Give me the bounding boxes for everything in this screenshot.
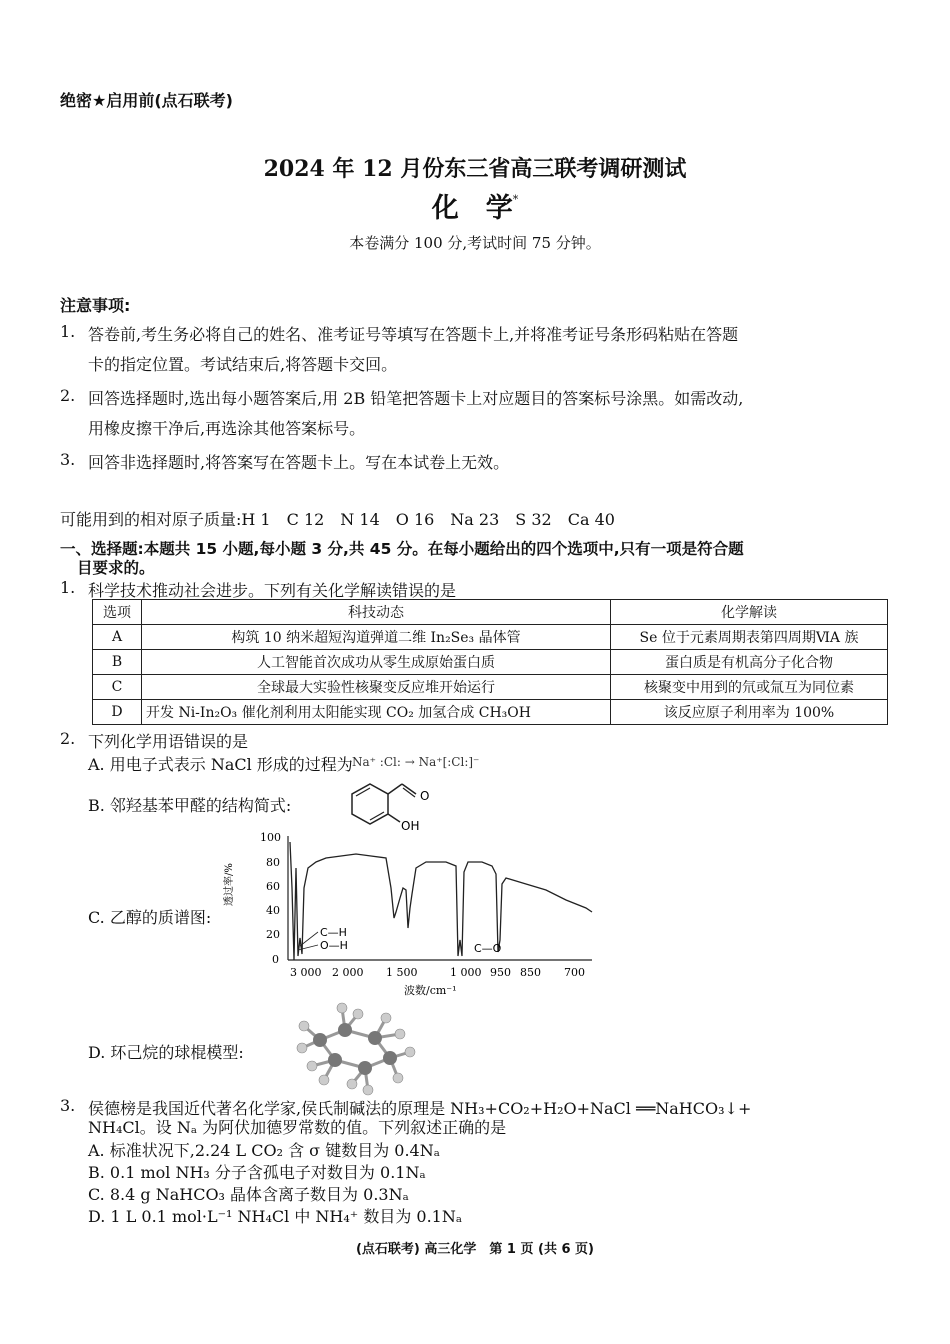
table-cell: A [93,625,142,650]
q3-option-d: D. 1 L 0.1 mol·L⁻¹ NH₄Cl 中 NH₄⁺ 数目为 0.1Nₐ [88,1207,463,1226]
x-axis-label: 波数/cm⁻¹ [404,984,457,997]
y-tick-label: 40 [266,904,280,917]
y-tick-label: 80 [266,856,280,869]
q1-table [92,599,888,725]
exam-note: 本卷满分 100 分,考试时间 75 分钟。 [349,234,601,252]
x-tick-label: 2 000 [332,966,364,979]
q1-stem: 科学技术推动社会进步。下列有关化学解读错误的是 [88,581,457,600]
table-cell: C [93,675,142,700]
ir-spectrum-chart [224,828,598,1000]
q2-option-c: C. 乙醇的质谱图: [88,908,212,927]
q2-option-b: B. 邻羟基苯甲醛的结构简式: [88,796,292,815]
y-tick-label: 100 [260,831,281,844]
carbonyl-o-label: O [420,789,430,803]
notice-num: 3. [60,450,76,469]
y-tick-label: 60 [266,880,280,893]
table-cell: 全球最大实验性核聚变反应堆开始运行 [142,675,611,700]
peak-label-oh: O—H [320,939,348,952]
q2-stem: 下列化学用语错误的是 [88,732,249,751]
q3-option-c: C. 8.4 g NaHCO₃ 晶体含离子数目为 0.3Nₐ [88,1185,409,1204]
notice-text: 答卷前,考生务必将自己的姓名、准考证号等填写在答题卡上,并将准考证号条形码粘贴在答题 [88,325,739,344]
q3-num: 3. [60,1096,76,1115]
table-cell: 核聚变中用到的氘或氚互为同位素 [611,675,888,700]
x-tick-label: 700 [564,966,585,979]
y-tick-label: 20 [266,928,280,941]
x-tick-label: 3 000 [290,966,322,979]
subject-line [0,186,950,225]
notice-item [60,450,910,482]
table-cell: B [93,650,142,675]
q3-option-b: B. 0.1 mol NH₃ 分子含孤电子对数目为 0.1Nₐ [88,1163,426,1182]
y-axis-label: 透过率/% [224,863,235,906]
q2-a-formula: Na⁺ :Cl: → Na⁺[:Cl:]⁻ [352,755,480,769]
page-title: 2024 年 12 月份东三省高三联考调研测试 [263,156,687,182]
x-tick-label: 1 000 [450,966,482,979]
cyclohexane-ball-stick-model [290,1000,420,1095]
notice-heading: 注意事项: [60,296,131,315]
hydroxyl-label: OH [401,819,420,833]
table-header: 化学解读 [611,600,888,625]
table-row [93,625,888,650]
table-cell: 该反应原子利用率为 100% [611,700,888,725]
table-row [93,650,888,675]
table-cell: 开发 Ni-In₂O₃ 催化剂利用太阳能实现 CO₂ 加氢合成 CH₃OH [142,700,611,725]
table-cell: 蛋白质是有机高分子化合物 [611,650,888,675]
table-row [93,700,888,725]
notice-text: 回答选择题时,选出每小题答案后,用 2B 铅笔把答题卡上对应题目的答案标号涂黑。如需改动, [88,389,744,408]
notice-text: 回答非选择题时,将答案写在答题卡上。写在本试卷上无效。 [88,453,510,472]
table-header: 科技动态 [142,600,611,625]
atomic-masses: 可能用到的相对原子质量:H 1 C 12 N 14 O 16 Na 23 S 32 Ca 40 [60,510,615,529]
notice-num: 2. [60,386,76,405]
subject-mark: * [512,193,519,206]
x-tick-label: 850 [520,966,541,979]
secret-header: 绝密★启用前(点石联考) [60,91,233,110]
x-tick-label: 1 500 [386,966,418,979]
q3-stem: 侯德榜是我国近代著名化学家,侯氏制碱法的原理是 NH₃+CO₂+H₂O+NaCl ══NaHCO₃↓+ [88,1099,752,1118]
table-row [93,675,888,700]
table-cell: D [93,700,142,725]
notice-num: 1. [60,322,76,341]
q1-num: 1. [60,578,76,597]
section-heading-cont: 目要求的。 [77,559,155,577]
table-header-row [93,600,888,625]
table-header: 选项 [93,600,142,625]
table-cell: 构筑 10 纳米超短沟道弹道二维 In₂Se₃ 晶体管 [142,625,611,650]
benzaldehyde-structure [340,776,440,832]
peak-label-ch: C—H [320,926,347,939]
notice-text: 卡的指定位置。考试结束后,将答题卡交回。 [88,355,398,374]
q2-option-d: D. 环己烷的球棍模型: [88,1043,244,1062]
section-heading: 一、选择题:本题共 15 小题,每小题 3 分,共 45 分。在每小题给出的四个选项中,只有一项是符合题 [60,540,744,558]
notice-list [60,322,910,482]
subject-title: 化 学 [431,193,513,224]
table-cell: 人工智能首次成功从零生成原始蛋白质 [142,650,611,675]
y-tick-label: 0 [272,953,279,966]
q3-option-a: A. 标准状况下,2.24 L CO₂ 含 σ 键数目为 0.4Nₐ [88,1141,440,1160]
q2-option-a: A. 用电子式表示 NaCl 形成的过程为 [88,755,353,774]
notice-text: 用橡皮擦干净后,再选涂其他答案标号。 [88,419,366,438]
notice-item [60,322,910,386]
peak-label-co: C—O [474,942,502,955]
q2-num: 2. [60,729,76,748]
x-tick-label: 950 [490,966,511,979]
page-footer: (点石联考) 高三化学 第 1 页 (共 6 页) [355,1242,594,1257]
notice-item [60,386,910,450]
q3-stem-cont: NH₄Cl。设 Nₐ 为阿伏加德罗常数的值。下列叙述正确的是 [88,1118,507,1137]
table-cell: Se 位于元素周期表第四周期ⅥA 族 [611,625,888,650]
